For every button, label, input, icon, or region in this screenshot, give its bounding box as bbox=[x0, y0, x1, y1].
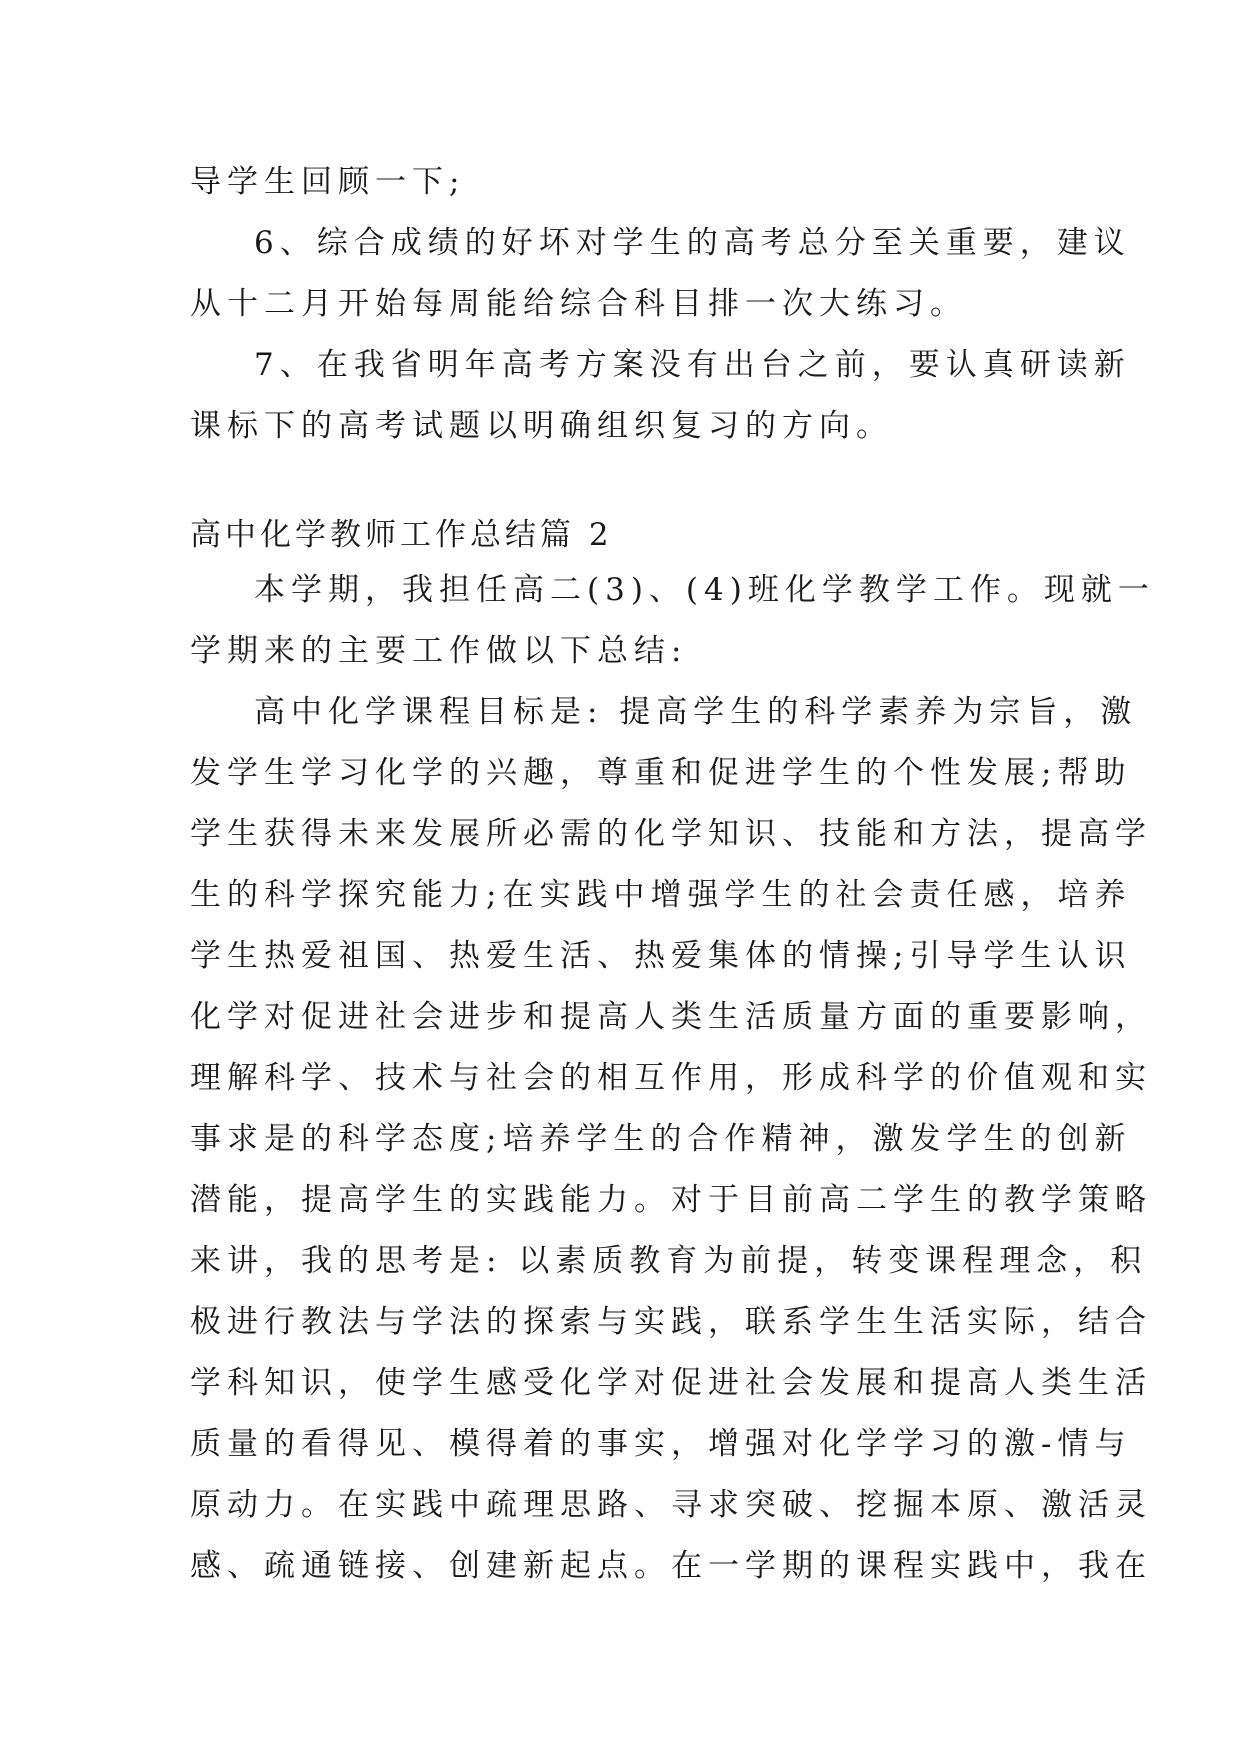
top-section bbox=[190, 152, 1131, 457]
para-2-line: 潜能，提高学生的实践能力。对于目前高二学生的教学策略 bbox=[190, 1182, 1152, 1218]
para-2-line: 学生热爱祖国、热爱生活、热爱集体的情操;引导学生认识 bbox=[190, 938, 1132, 974]
para-2-line: 发学生学习化学的兴趣，尊重和促进学生的个性发展;帮助 bbox=[190, 755, 1132, 791]
para-1-line: 学期来的主要工作做以下总结: bbox=[190, 633, 688, 669]
body-section bbox=[190, 560, 1155, 1597]
para-2-line: 感、疏通链接、创建新起点。在一学期的课程实践中，我在 bbox=[190, 1548, 1152, 1584]
para-2-line: 高中化学课程目标是: 提高学生的科学素养为宗旨，激 bbox=[254, 694, 1138, 730]
item-7-line-2: 课标下的高考试题以明确组织复习的方向。 bbox=[190, 408, 893, 444]
section-title: 高中化学教师工作总结篇 2 bbox=[190, 517, 613, 553]
continued-line: 导学生回顾一下; bbox=[190, 164, 466, 200]
para-2-line: 来讲，我的思考是: 以素质教育为前提，转变课程理念，积 bbox=[190, 1243, 1148, 1279]
para-2-line: 学生获得未来发展所必需的化学知识、技能和方法，提高学 bbox=[190, 816, 1152, 852]
para-2-line: 极进行教法与学法的探索与实践，联系学生生活实际，结合 bbox=[190, 1304, 1152, 1340]
para-2-line: 事求是的科学态度;培养学生的合作精神，激发学生的创新 bbox=[190, 1121, 1132, 1157]
para-2-line: 学科知识，使学生感受化学对促进社会发展和提高人类生活 bbox=[190, 1365, 1152, 1401]
item-6-line-2: 从十二月开始每周能给综合科目排一次大练习。 bbox=[190, 286, 967, 322]
para-2-line: 原动力。在实践中疏理思路、寻求突破、挖掘本原、激活灵 bbox=[190, 1487, 1152, 1523]
item-6-line-1: 6、综合成绩的好坏对学生的高考总分至关重要，建议 bbox=[254, 225, 1131, 261]
item-7-line-1: 7、在我省明年高考方案没有出台之前，要认真研读新 bbox=[254, 347, 1131, 383]
para-2-line: 化学对促进社会进步和提高人类生活质量方面的重要影响， bbox=[190, 999, 1152, 1035]
para-1-line: 本学期，我担任高二(3)、(4)班化学教学工作。现就一 bbox=[254, 572, 1155, 608]
para-2-line: 生的科学探究能力;在实践中增强学生的社会责任感，培养 bbox=[190, 877, 1132, 913]
para-2-line: 理解科学、技术与社会的相互作用，形成科学的价值观和实 bbox=[190, 1060, 1152, 1096]
para-2-line: 质量的看得见、模得着的事实，增强对化学学习的激-情与 bbox=[190, 1426, 1132, 1462]
